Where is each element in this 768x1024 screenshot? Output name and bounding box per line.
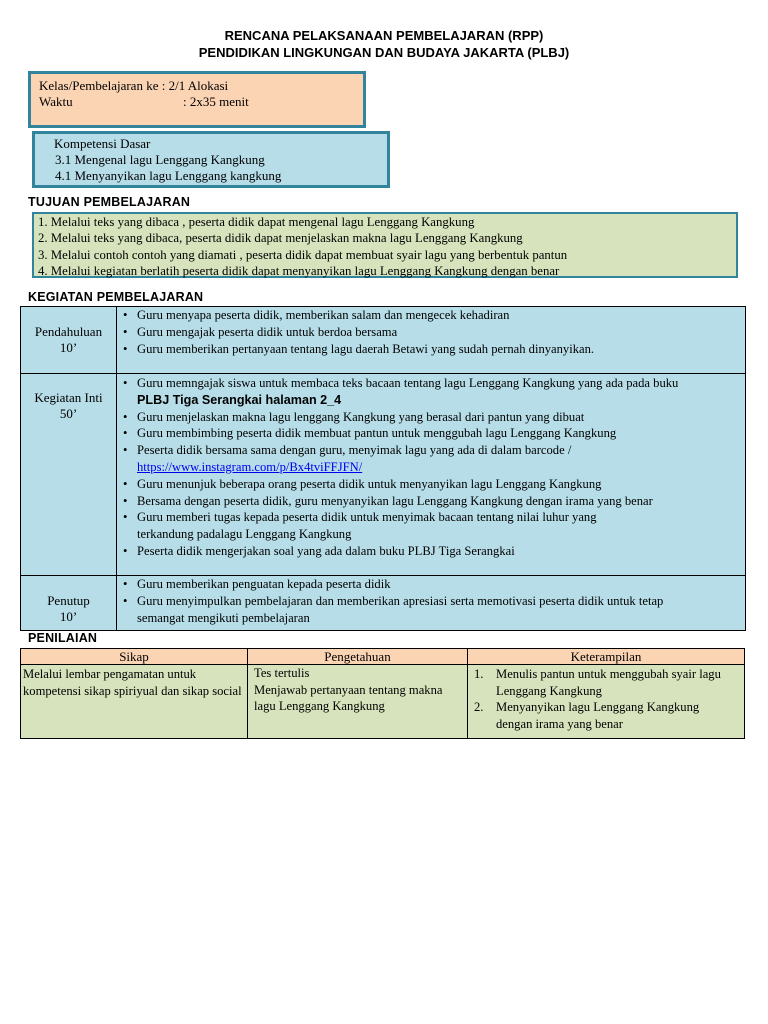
kegiatan-inti-activities — [117, 374, 746, 576]
column-header-keterampilan: Keterampilan — [468, 649, 745, 665]
tujuan-heading: TUJUAN PEMBELAJARAN — [28, 195, 191, 209]
activity-text: Guru memngajak siswa untuk membaca teks bacaan tentang lagu Lenggang Kangkung yang ada pada buku — [137, 376, 679, 390]
skill-number: 2. — [474, 700, 484, 714]
activity-item: • Guru mengajak peserta didik untuk berdoa bersama — [117, 324, 745, 341]
waktu-label: Waktu — [39, 94, 73, 109]
activity-text: Peserta didik bersama sama dengan guru, menyimak lagu yang ada di dalam barcode / — [137, 443, 572, 458]
activity-item — [117, 375, 745, 409]
activity-item: • Guru memberi tugas kepada peserta didik untuk menyimak bacaan tentang nilai luhur yang terkandung padalagu Lenggang Kangkung — [117, 509, 745, 543]
document-subtitle: PENDIDIKAN LINGKUNGAN DAN BUDAYA JAKARTA (PLBJ) — [198, 45, 570, 60]
class-info-box — [28, 71, 366, 128]
penilaian-heading: PENILAIAN — [28, 631, 98, 645]
activity-item: • Peserta didik mengerjakan soal yang ada dalam buku PLBJ Tiga Serangkai — [117, 543, 745, 560]
activity-item: • Guru menyimpulkan pembelajaran dan memberikan apresiasi serta memotivasi peserta didik untuk tetap semangat mengikuti pembelajaran — [117, 593, 745, 627]
activity-item — [117, 442, 745, 476]
assessment-header-row — [21, 649, 745, 665]
pengetahuan-cell — [248, 665, 468, 739]
kompetensi-item: 4.1 Menyanyikan lagu Lenggang kangkung — [55, 168, 282, 183]
tujuan-item: 3. Melalui contoh contoh yang diamati , peserta didik dapat membuat syair lagu yang berbentuk pantun — [38, 247, 568, 262]
activity-item: • Guru menjelaskan makna lagu lenggang Kangkung yang berasal dari pantun yang dibuat — [117, 409, 745, 426]
activities-table — [20, 306, 746, 631]
phase-label: Kegiatan Inti — [34, 390, 103, 405]
class-info-line: Kelas/Pembelajaran ke : 2/1 Alokasi — [39, 78, 229, 93]
activity-item: • Guru memberikan penguatan kepada peserta didik — [117, 576, 745, 593]
tujuan-item: 1. Melalui teks yang dibaca , peserta didik dapat mengenal lagu Lenggang Kangkung — [38, 215, 475, 229]
kegiatan-heading: KEGIATAN PEMBELAJARAN — [28, 290, 204, 304]
sikap-cell: Melalui lembar pengamatan untuk kompetensi sikap spiriyual dan sikap social — [21, 665, 248, 739]
column-header-sikap: Sikap — [21, 649, 248, 665]
phase-time: 50’ — [59, 406, 78, 421]
pengetahuan-description: Menjawab pertanyaan tentang makna lagu Lenggang Kangkung — [254, 682, 443, 713]
skill-number: 1. — [474, 667, 484, 681]
tujuan-item: 4. Melalui kegiatan berlatih peserta didik dapat menyanyikan lagu Lenggang Kangkung dengan benar — [38, 263, 560, 278]
kegiatan-inti-row — [21, 374, 746, 576]
phase-label: Pendahuluan — [34, 324, 103, 339]
kompetensi-title: Kompetensi Dasar — [54, 136, 151, 151]
penutup-cell — [21, 576, 117, 631]
activity-item: • Guru memberikan pertanyaan tentang lagu daerah Betawi yang sudah pernah dinyanyikan. — [117, 341, 745, 358]
kompetensi-dasar-box — [32, 131, 390, 188]
column-header-pengetahuan: Pengetahuan — [248, 649, 468, 665]
activity-item: • Guru menunjuk beberapa orang peserta didik untuk menyanyikan lagu Lenggang Kangkung — [117, 476, 745, 493]
keterampilan-cell — [468, 665, 745, 739]
activity-item: • Guru menyapa peserta didik, memberikan salam dan mengecek kehadiran — [117, 307, 745, 324]
skill-text: Menulis pantun untuk menggubah syair lagu Lenggang Kangkung — [496, 667, 721, 698]
pendahuluan-row — [21, 307, 746, 374]
skill-item — [468, 699, 724, 732]
activity-item: • Bersama dengan peserta didik, guru menyanyikan lagu Lenggang Kangkung dengan irama yang benar — [117, 493, 745, 510]
activity-item: • Guru membimbing peserta didik membuat pantun untuk menggubah lagu Lenggang Kangkung — [117, 425, 745, 442]
kegiatan-inti-cell — [21, 374, 117, 576]
assessment-row — [21, 665, 745, 739]
penutup-activities — [117, 576, 746, 631]
phase-label: Penutup — [47, 593, 90, 608]
assessment-table — [20, 648, 745, 739]
waktu-value: : 2x35 menit — [183, 94, 249, 109]
skill-text: Menyanyikan lagu Lenggang Kangkung dengan irama yang benar — [496, 700, 700, 731]
phase-time: 10’ — [59, 340, 78, 355]
tujuan-box — [32, 212, 738, 278]
instagram-link[interactable]: https://www.instagram.com/p/Bx4tviFFJFN/ — [137, 459, 363, 474]
document-title: RENCANA PELAKSANAAN PEMBELAJARAN (RPP) — [224, 28, 544, 43]
skill-item — [468, 666, 724, 699]
penutup-row — [21, 576, 746, 631]
book-reference: PLBJ Tiga Serangkai halaman 2_4 — [137, 392, 342, 407]
pendahuluan-cell — [21, 307, 117, 374]
pengetahuan-method: Tes tertulis — [254, 666, 310, 680]
kompetensi-item: 3.1 Mengenal lagu Lenggang Kangkung — [55, 152, 265, 167]
pendahuluan-activities — [117, 307, 746, 374]
tujuan-item: 2. Melalui teks yang dibaca, peserta didik dapat menjelaskan makna lagu Lenggang Kangkung — [38, 231, 523, 246]
phase-time: 10’ — [59, 609, 78, 624]
